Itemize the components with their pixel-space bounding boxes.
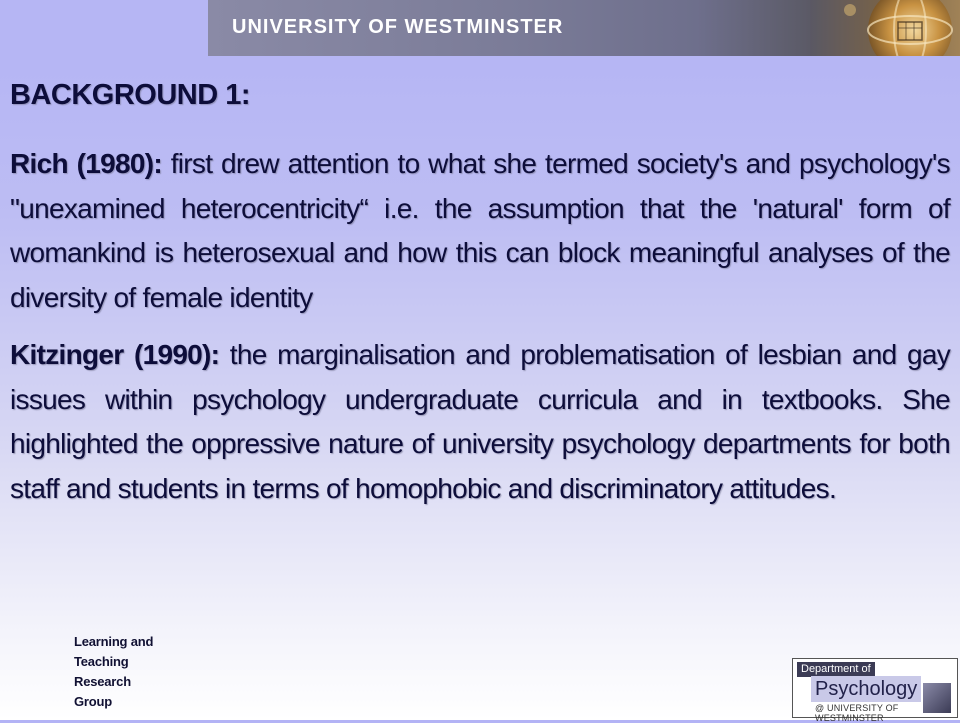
citation-rich: Rich (1980): <box>10 148 162 179</box>
group-line: Research <box>74 674 131 689</box>
paragraph-kitzinger-text: the marginalisation and problematisation of lesbian and gay issues within psychology undergraduate curricula and in textbooks. She highlighted the oppressive nature of university psychology departments for both staff and students in terms of homophobic and discriminatory attitudes. <box>10 339 950 504</box>
group-line: Learning and <box>74 634 154 649</box>
dept-logo-main: Psychology <box>811 676 921 702</box>
dept-logo-top: Department of <box>797 662 875 677</box>
paragraph-kitzinger <box>10 333 950 511</box>
dept-logo-sub: @ UNIVERSITY OF WESTMINSTER <box>815 703 899 723</box>
globe-icon <box>810 0 960 56</box>
slide-content <box>10 76 950 524</box>
slide-heading: BACKGROUND 1: <box>10 79 250 111</box>
university-title: UNIVERSITY OF WESTMINSTER <box>232 16 564 38</box>
learning-teaching-research-group <box>74 632 194 712</box>
dept-logo-emblem-icon <box>923 683 951 713</box>
group-line: Teaching <box>74 654 129 669</box>
header-left-band <box>0 0 208 56</box>
department-logo <box>792 658 958 723</box>
citation-kitzinger: Kitzinger (1990): <box>10 339 220 370</box>
group-line: Group <box>74 694 112 709</box>
university-banner <box>208 0 960 56</box>
paragraph-rich-text: first drew attention to what she termed society's and psychology's "unexamined heterocentricity“ i.e. the assumption that the 'natural' form of womankind is heterosexual and how this can block meaningful analyses of the diversity of female identity <box>10 148 950 313</box>
paragraph-rich <box>10 142 950 320</box>
